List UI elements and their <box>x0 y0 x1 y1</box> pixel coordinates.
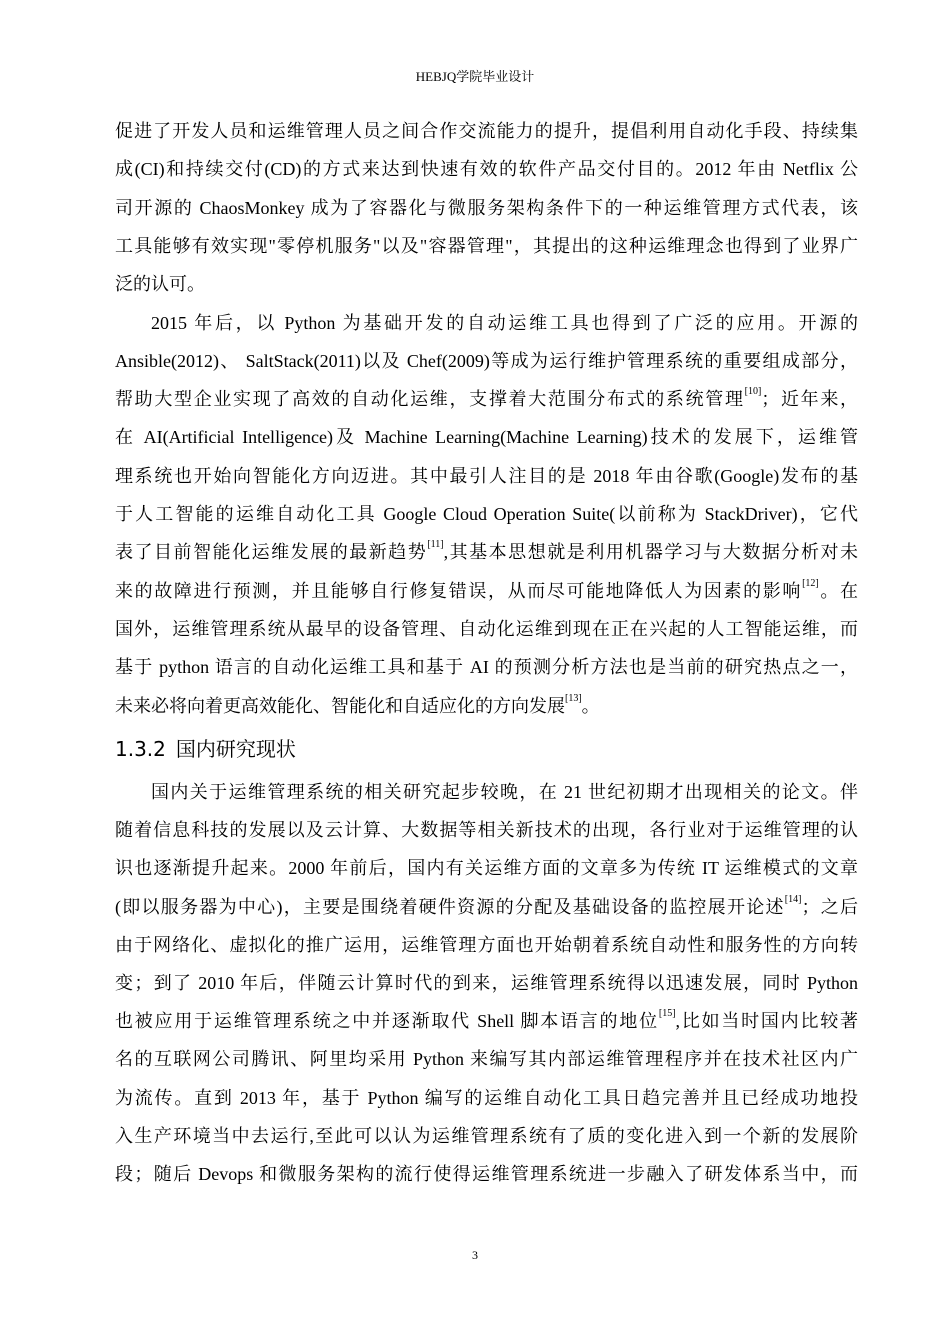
text-segment: 由于网络化、虚拟化的推广运用，运维管理方面也开始朝着系统自动性和服务性的方向转 <box>115 934 858 955</box>
citation-reference: [15] <box>658 1008 676 1020</box>
text-segment: 表了目前智能化运维发展的最新趋势 <box>115 542 428 563</box>
text-segment: 随着信息科技的发展以及云计算、大数据等相关新技术的出现，各行业对于运维管理的认 <box>115 820 858 841</box>
text-line <box>115 579 858 603</box>
text-segment: 成(CI)和持续交付(CD)的方式来达到快速有效的软件产品交付目的。2012 年由 Netflix 公 <box>115 159 858 180</box>
text-line <box>115 617 858 641</box>
text-line <box>151 311 858 335</box>
text-line <box>115 464 858 488</box>
text-segment: 段；随后 Devops 和微服务架构的流行使得运维管理系统进一步融入了研发体系当中，而 <box>115 1164 858 1184</box>
text-line <box>115 1047 858 1071</box>
text-line <box>115 694 858 718</box>
text-segment: 国外，运维管理系统从最早的设备管理、自动化运维到现在正在兴起的人工智能运维，而 <box>115 618 858 639</box>
page-header: HEBJQ学院毕业设计 <box>415 69 535 84</box>
text-segment: 基于 python 语言的自动化运维工具和基于 AI 的预测分析方法也是当前的研究热点之一， <box>115 657 858 678</box>
text-line <box>151 780 858 804</box>
text-line <box>115 349 858 373</box>
text-line <box>115 655 858 679</box>
text-line <box>115 1162 858 1186</box>
text-line <box>115 234 858 258</box>
text-segment: 工具能够有效实现"零停机服务"以及"容器管理"，其提出的这种运维理念也得到了业界广 <box>115 235 858 256</box>
citation-reference: [11] <box>427 539 444 551</box>
text-line <box>115 1009 858 1033</box>
citation-reference: [12] <box>802 577 819 589</box>
text-segment: 。 <box>581 695 600 716</box>
text-segment: 于人工智能的运维自动化工具 Google Cloud Operation Suite(以前称为 StackDriver)，它代 <box>115 504 858 524</box>
citation-reference: [14] <box>784 893 802 905</box>
text-segment: 2015 年后，以 Python 为基础开发的自动运维工具也得到了广泛的应用。开源的 <box>151 312 858 333</box>
text-segment: 泛的认可。 <box>115 274 205 295</box>
text-segment: 。在 <box>818 580 859 601</box>
text-segment: 来的故障进行预测，并且能够自行修复错误，从而尽可能地降低人为因素的影响 <box>115 580 803 601</box>
citation-reference: [13] <box>565 692 582 704</box>
text-segment: ；之后 <box>801 896 858 917</box>
text-line <box>115 818 858 842</box>
text-segment: 司开源的 ChaosMonkey 成为了容器化与微服务架构条件下的一种运维管理方式代表，该 <box>115 197 858 218</box>
text-segment: ,其基本思想就是利用机器学习与大数据分析对未 <box>443 542 859 563</box>
text-segment: 名的互联网公司腾讯、阿里均采用 Python 来编写其内部运维管理程序并在技术社区内广 <box>115 1049 858 1070</box>
text-segment: 入生产环境当中去运行,至此可以认为运维管理系统有了质的变化进入到一个新的发展阶 <box>115 1125 858 1146</box>
text-line <box>115 196 858 220</box>
text-segment: 促进了开发人员和运维管理人员之间合作交流能力的提升，提倡利用自动化手段、持续集 <box>115 121 858 141</box>
text-segment: 未来必将向着更高效能化、智能化和自适应化的方向发展 <box>115 695 565 716</box>
text-segment: 为流传。直到 2013 年，基于 Python 编写的运维自动化工具日趋完善并且已经成功地投 <box>115 1087 858 1108</box>
text-segment: 变；到了 2010 年后，伴随云计算时代的到来，运维管理系统得以迅速发展，同时 Python <box>115 973 858 993</box>
text-line <box>115 119 858 143</box>
text-segment: 国内关于运维管理系统的相关研究起步较晚，在 21 世纪初期才出现相关的论文。伴 <box>151 782 858 802</box>
text-line <box>115 272 858 296</box>
text-segment: Ansible(2012)、 SaltStack(2011)以及 Chef(2009)等成为运行维护管理系统的重要组成部分， <box>115 350 858 371</box>
text-segment: ,比如当时国内比较著 <box>675 1011 859 1032</box>
text-segment: (即以服务器为中心)，主要是围绕着硬件资源的分配及基础设备的监控展开论述 <box>115 896 785 917</box>
text-line <box>115 1124 858 1148</box>
page-number: 3 <box>472 1248 478 1262</box>
section-heading <box>115 733 296 762</box>
section-title: 国内研究现状 <box>175 737 296 761</box>
text-line <box>115 540 858 564</box>
text-segment: 识也逐渐提升起来。2000 年前后，国内有关运维方面的文章多为传统 IT 运维模式的文章 <box>115 858 858 879</box>
text-line <box>115 933 858 957</box>
text-segment: 在 AI(Artificial Intelligence)及 Machine Learning(Machine Learning)技术的发展下，运维管 <box>115 427 858 448</box>
citation-reference: [10] <box>744 386 762 398</box>
text-segment: 帮助大型企业实现了高效的自动化运维，支撑着大范围分布式的系统管理 <box>115 389 745 410</box>
text-segment: ；近年来， <box>761 389 858 410</box>
text-line <box>115 895 858 919</box>
text-segment: 也被应用于运维管理系统之中并逐渐取代 Shell 脚本语言的地位 <box>115 1011 659 1032</box>
text-segment: 理系统也开始向智能化方向迈进。其中最引人注目的是 2018 年由谷歌(Google)发布的基 <box>115 465 858 486</box>
text-line <box>115 425 858 449</box>
text-line <box>115 387 858 411</box>
text-line <box>115 856 858 880</box>
text-line <box>115 971 858 995</box>
text-line <box>115 1086 858 1110</box>
section-number: 1.3.2 <box>115 737 166 761</box>
text-line <box>115 502 858 526</box>
text-line <box>115 157 858 181</box>
